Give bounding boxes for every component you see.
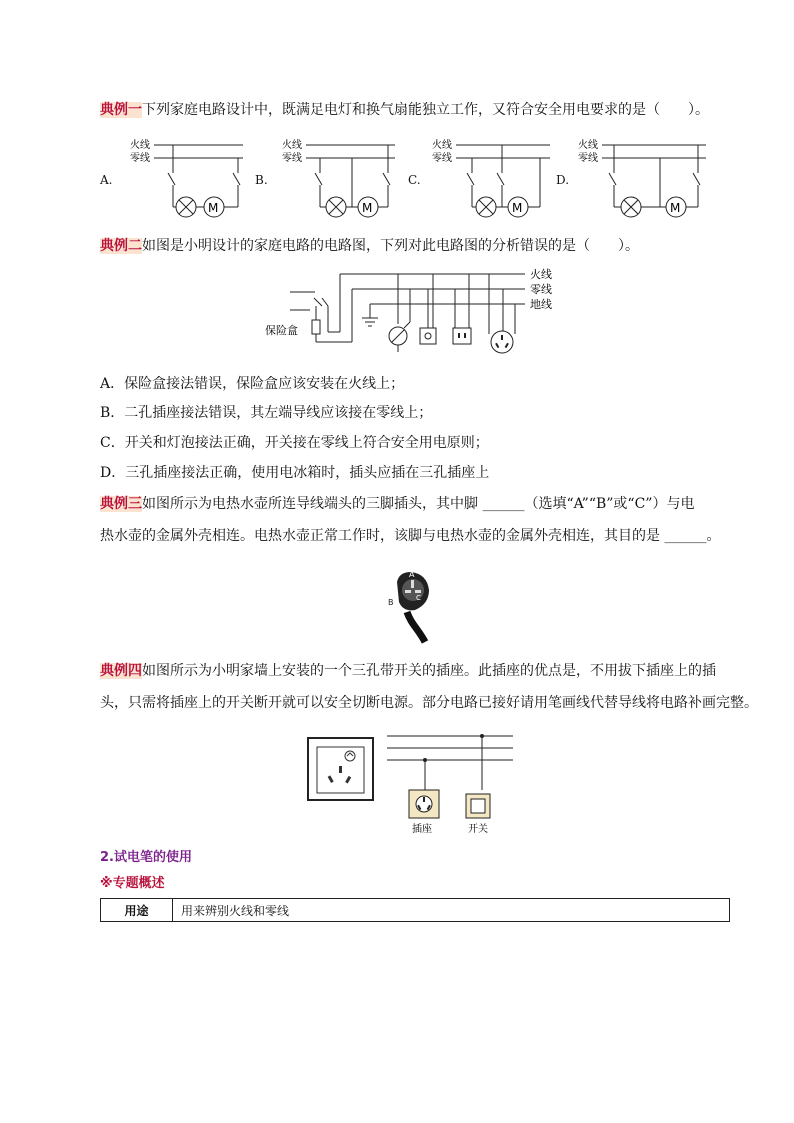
example-4-tag: 典例四	[100, 663, 142, 679]
example-3-line-1: 典例三如图所示为电热水壶所连导线端头的三脚插头，其中脚 ______（选填“A”“B”或“C”）与电	[100, 496, 695, 512]
example-2-option-b: B．二孔插座接法错误，其左端导线应该接在零线上；	[100, 405, 433, 421]
example-2-option-d: D．三孔插座接法正确，使用电冰箱时，插头应插在三孔插座上	[100, 465, 490, 481]
svg-text:火线: 火线	[282, 140, 302, 151]
svg-text:M: M	[362, 201, 373, 215]
option-b-label: B.	[255, 173, 268, 187]
live-wire-label: 火线	[530, 268, 552, 281]
option-a-label: A.	[100, 173, 113, 187]
svg-text:火线: 火线	[432, 140, 452, 151]
svg-text:零线: 零线	[282, 153, 302, 164]
example-2-tag: 典例二	[100, 238, 142, 254]
example-2-text: 如图是小明设计的家庭电路的电路图，下列对此电路图的分析错误的是（ ）。	[142, 238, 639, 254]
section-2-title: 2.试电笔的使用	[100, 850, 192, 865]
example-1-circuits	[100, 135, 720, 225]
circuit-c-diagram	[430, 135, 560, 225]
svg-text:零线: 零线	[578, 153, 598, 164]
circuit-a-diagram	[128, 135, 258, 225]
example-1-text: 下列家庭电路设计中，既满足电灯和换气扇能独立工作，又符合安全用电要求的是（ ）。	[142, 102, 709, 118]
neutral-label: 零线	[130, 153, 150, 164]
switch-label: 开关	[468, 824, 488, 835]
summary-table	[100, 898, 730, 922]
three-pin-plug-image	[385, 564, 445, 644]
fuse-box-label: 保险盒	[265, 324, 298, 337]
example-4-socket-diagram	[305, 728, 520, 840]
motor-label: M	[208, 201, 219, 215]
example-4-line-2: 头，只需将插座上的开关断开就可以安全切断电源。部分电路已接好请用笔画线代替导线将电路补画完整。	[100, 695, 758, 711]
svg-text:零线: 零线	[432, 153, 452, 164]
svg-text:M: M	[512, 201, 523, 215]
topic-overview-heading: ※专题概述	[100, 876, 165, 891]
option-c-label: C.	[408, 173, 421, 187]
svg-text:M: M	[670, 201, 681, 215]
pin-a-label: A	[409, 570, 415, 579]
neutral-wire-label: 零线	[530, 283, 552, 296]
circuit-d-diagram	[576, 135, 716, 225]
circuit-b-diagram	[280, 135, 410, 225]
example-2-option-c: C．开关和灯泡接法正确，开关接在零线上符合安全用电原则；	[100, 435, 489, 451]
usage-key-cell: 用途	[101, 899, 173, 922]
example-2-circuit-diagram	[260, 262, 570, 367]
usage-value-cell: 用来辨别火线和零线	[173, 899, 730, 922]
table-row	[101, 899, 730, 922]
ground-wire-label: 地线	[530, 298, 552, 311]
example-2-option-a: A．保险盒接法错误，保险盒应该安装在火线上；	[100, 376, 405, 392]
socket-label: 插座	[412, 824, 432, 835]
example-1-tag: 典例一	[100, 102, 142, 118]
pin-c-label: C	[416, 594, 421, 602]
example-1-question	[100, 100, 709, 120]
pin-b-label: B	[388, 598, 394, 607]
example-3-tag: 典例三	[100, 496, 142, 512]
svg-text:火线: 火线	[578, 140, 598, 151]
example-2-question	[100, 236, 639, 256]
example-4-line-1: 典例四如图所示为小明家墙上安装的一个三孔带开关的插座。此插座的优点是，不用拔下插座上的插	[100, 663, 716, 679]
example-3-line-2: 热水壶的金属外壳相连。电热水壶正常工作时，该脚与电热水壶的金属外壳相连，其目的是 ______。	[100, 528, 721, 544]
option-d-label: D.	[556, 173, 570, 187]
live-label: 火线	[130, 140, 150, 151]
